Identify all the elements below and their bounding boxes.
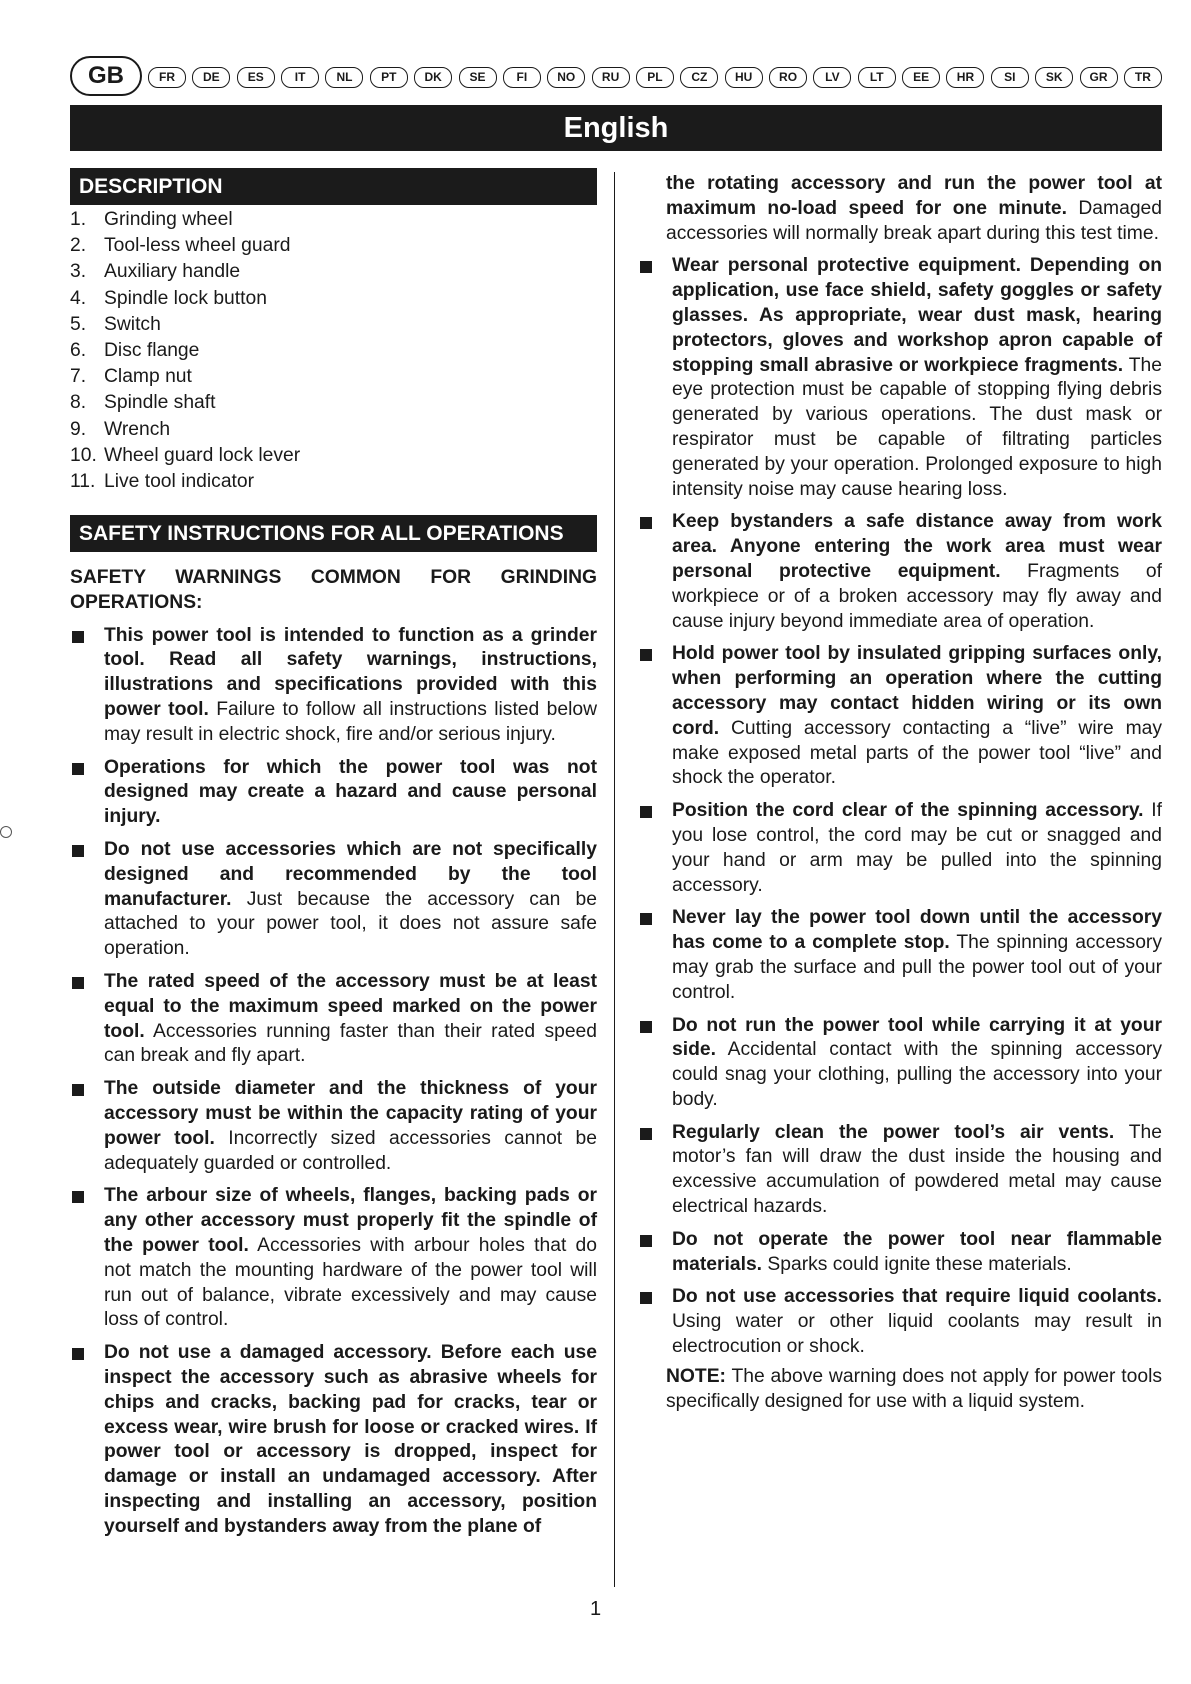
description-item [70, 338, 597, 364]
language-title-bar: English [70, 105, 1162, 151]
warning-item: Do not operate the power tool near flammable materials. Sparks could ignite these materials. [638, 1228, 1162, 1278]
bullet-square-icon [640, 1128, 652, 1140]
warning-list-left [70, 624, 597, 1540]
lang-badge[interactable]: IT [281, 67, 319, 88]
warning-item: The arbour size of wheels, flanges, backing pads or any other accessory must properly fit the spindle of the power tool. Accessories with arbour holes that do not match the mounting hardware of the power tool will run out of balance, vibrate excessively and may cause loss of control. [70, 1184, 597, 1333]
description-item [70, 417, 597, 443]
item-number: 3. [70, 261, 87, 283]
bullet-square-icon [72, 845, 84, 857]
item-label: Wheel guard lock lever [104, 444, 301, 466]
lang-badge[interactable]: RO [769, 67, 807, 88]
description-item [70, 233, 597, 259]
warning-item: Operations for which the power tool was not designed may create a hazard and cause personal injury. [70, 756, 597, 830]
right-column [638, 172, 1162, 1414]
left-column [70, 168, 597, 1548]
lang-badge-active[interactable]: GB [70, 56, 142, 96]
lang-badge[interactable]: SI [991, 67, 1029, 88]
description-item [70, 390, 597, 416]
bullet-square-icon [72, 631, 84, 643]
bullet-square-icon [640, 806, 652, 818]
lang-badge[interactable]: LT [858, 67, 896, 88]
lang-badge[interactable]: SE [459, 67, 497, 88]
page-number: 1 [589, 1598, 602, 1620]
description-item [70, 259, 597, 285]
item-label: Auxiliary handle [104, 261, 241, 283]
item-number: 9. [70, 418, 87, 440]
bullet-square-icon [640, 913, 652, 925]
warning-item: Never lay the power tool down until the accessory has come to a complete stop. The spinning accessory may grab the surface and pull the power tool out of your control. [638, 906, 1162, 1005]
item-number: 11. [70, 470, 96, 492]
lang-badge[interactable]: RU [592, 67, 630, 88]
lang-badge[interactable]: HR [946, 67, 984, 88]
warning-item: The outside diameter and the thickness of your accessory must be within the capacity rating of your power tool. Incorrectly sized accessories cannot be adequately guarded or controlled. [70, 1077, 597, 1176]
lang-badge[interactable]: SK [1035, 67, 1073, 88]
item-number: 10. [70, 444, 97, 466]
item-number: 2. [70, 235, 87, 257]
description-list [70, 207, 597, 495]
description-heading: DESCRIPTION [70, 168, 597, 205]
safety-heading: SAFETY INSTRUCTIONS FOR ALL OPERATIONS [70, 515, 597, 552]
language-selector [70, 56, 1162, 96]
lang-badge[interactable]: HU [725, 67, 763, 88]
lang-badge[interactable]: EE [902, 67, 940, 88]
item-label: Tool-less wheel guard [104, 235, 291, 257]
bullet-square-icon [640, 649, 652, 661]
lang-badge[interactable]: LV [813, 67, 851, 88]
bullet-square-icon [640, 517, 652, 529]
lang-badge[interactable]: TR [1124, 67, 1162, 88]
item-number: 8. [70, 392, 87, 414]
bullet-square-icon [72, 1348, 84, 1360]
lang-badge[interactable]: PT [370, 67, 408, 88]
lang-badge-list [148, 67, 1162, 88]
item-number: 4. [70, 287, 87, 309]
warning-item: Keep bystanders a safe distance away from work area. Anyone entering the work area must wear personal protective equipment. Fragments of workpiece or of a broken accessory may fly away and cause injury beyond immediate area of operation. [638, 510, 1162, 634]
lang-badge[interactable]: GR [1080, 67, 1118, 88]
item-number: 7. [70, 366, 87, 388]
item-number: 1. [70, 209, 87, 230]
description-item [70, 207, 597, 233]
item-number: 5. [70, 313, 87, 335]
lang-badge[interactable]: ES [237, 67, 275, 88]
warning-item: Do not use accessories which are not specifically designed and recommended by the tool manufacturer. Just because the accessory can be attached to your power tool, it does not assure safe operation. [70, 838, 597, 962]
lang-badge[interactable]: NO [547, 67, 585, 88]
description-item [70, 286, 597, 312]
warning-item: Hold power tool by insulated gripping surfaces only, when performing an operation where the cutting accessory may contact hidden wiring or its own cord. Cutting accessory contacting a “live” wire may make exposed metal parts of the power tool “live” and shock the operator. [638, 642, 1162, 791]
item-label: Spindle shaft [104, 392, 216, 414]
lang-badge[interactable]: DK [414, 67, 452, 88]
lang-badge[interactable]: FR [148, 67, 186, 88]
item-label: Grinding wheel [104, 209, 233, 230]
bullet-square-icon [72, 977, 84, 989]
bullet-square-icon [640, 261, 652, 273]
warning-item: Position the cord clear of the spinning accessory. If you lose control, the cord may be cut or snagged and your hand or arm may be pulled into the spinning accessory. [638, 799, 1162, 898]
warning-item: Do not use accessories that require liquid coolants. Using water or other liquid coolants may result in electrocution or shock. [638, 1285, 1162, 1359]
warning-item: The rated speed of the accessory must be at least equal to the maximum speed marked on the power tool. Accessories running faster than their rated speed can break and fly apart. [70, 970, 597, 1069]
item-label: Clamp nut [104, 366, 192, 388]
item-label: Live tool indicator [104, 470, 255, 492]
warning-item: Wear personal protective equipment. Depending on application, use face shield, safety goggles or safety glasses. As appropriate, wear dust mask, hearing protectors, gloves and workshop apron capable of stopping small abrasive or workpiece fragments. The eye protection must be capable of stopping flying debris generated by various operations. The dust mask or respirator must be capable of filtrating particles generated by your operation. Prolonged exposure to high intensity noise may cause hearing loss. [638, 254, 1162, 502]
lang-badge[interactable]: CZ [680, 67, 718, 88]
item-label: Switch [104, 313, 161, 335]
warning-item: Do not run the power tool while carrying it at your side. Accidental contact with the spinning accessory could snag your clothing, pulling the accessory into your body. [638, 1014, 1162, 1113]
safety-subheading: SAFETY WARNINGS COMMON FOR GRINDING OPERATIONS: [70, 567, 597, 613]
warning-item: Regularly clean the power tool’s air vents. The motor’s fan will draw the dust inside the housing and excessive accumulation of powdered metal may cause electrical hazards. [638, 1121, 1162, 1220]
description-item [70, 469, 597, 495]
item-number: 6. [70, 339, 87, 361]
lang-badge[interactable]: FI [503, 67, 541, 88]
lang-badge[interactable]: NL [325, 67, 363, 88]
column-divider [614, 172, 615, 1587]
description-item [70, 312, 597, 338]
note-paragraph: NOTE: The above warning does not apply for power tools specifically designed for use with a liquid system. [666, 1365, 1162, 1412]
bullet-square-icon [640, 1235, 652, 1247]
bullet-square-icon [640, 1292, 652, 1304]
lang-badge[interactable]: DE [192, 67, 230, 88]
description-item [70, 364, 597, 390]
description-item [70, 443, 597, 469]
warning-item-continued: the rotating accessory and run the power tool at maximum no-load speed for one minute. Damaged accessories will normally break apart during this test time. [666, 173, 1162, 244]
lang-badge[interactable]: PL [636, 67, 674, 88]
item-label: Spindle lock button [104, 287, 267, 309]
warning-continuation [638, 172, 1162, 246]
warning-list-right [638, 254, 1162, 1359]
bullet-square-icon [72, 763, 84, 775]
bullet-square-icon [72, 1191, 84, 1203]
item-label: Disc flange [104, 339, 200, 361]
item-label: Wrench [104, 418, 171, 440]
registration-mark-icon [0, 826, 12, 838]
bullet-square-icon [72, 1084, 84, 1096]
bullet-square-icon [640, 1021, 652, 1033]
warning-item: This power tool is intended to function as a grinder tool. Read all safety warnings, instructions, illustrations and specifications provided with this power tool. Failure to follow all instructions listed below may result in electric shock, fire and/or serious injury. [70, 624, 597, 748]
warning-item: Do not use a damaged accessory. Before each use inspect the accessory such as abrasive wheels for chips and cracks, backing pad for cracks, tear or excess wear, wire brush for loose or cracked wires. If power tool or accessory is dropped, inspect for damage or install an undamaged accessory. After inspecting and installing an accessory, position yourself and bystanders away from the plane of [70, 1341, 597, 1539]
